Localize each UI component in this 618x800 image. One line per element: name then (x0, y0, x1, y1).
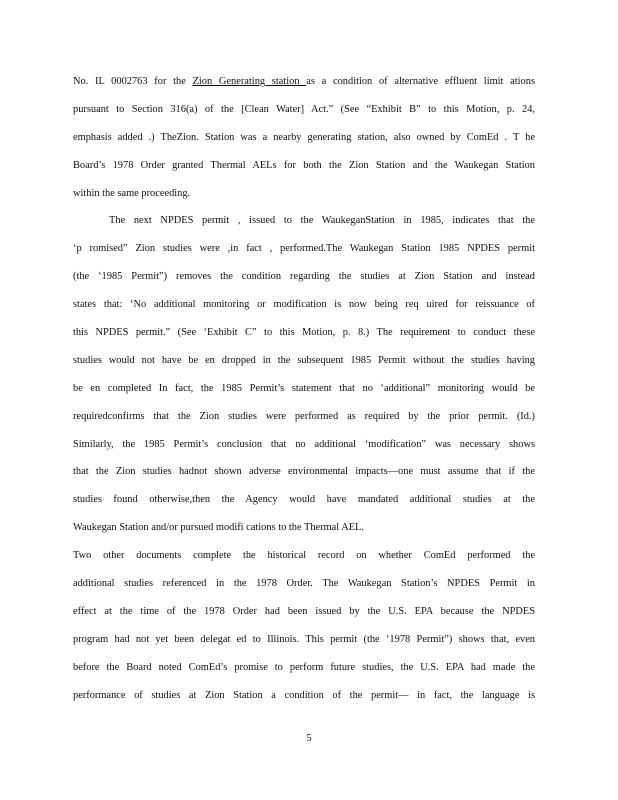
text-line-13: requiredconfirms that the Zion studies were performed as required by the prior permit. (Id.) (73, 410, 535, 422)
text-line-16: studies found otherwise,then the Agency would have mandated additional studies at the (73, 494, 535, 506)
text-line-4: Board’s 1978 Order granted Thermal AELs for both the Zion Station and the Waukegan Station (73, 159, 535, 171)
text-line-18: Two other documents complete the historical record on whether ComEd performed the (73, 550, 535, 562)
text-line-1 (73, 68, 535, 96)
text-line-21: program had not yet been delegat ed to Illinois. This permit (the ‘1978 Permit”) shows that, even (73, 633, 535, 645)
text-line-5: within the same proceeding. (73, 187, 191, 199)
underlined-phrase: Zion Generating station (192, 76, 307, 87)
text-line-22: before the Board noted ComEd’s promise to perform future studies, the U.S. EPA had made the (73, 661, 535, 673)
text-line-7: ‘p romised” Zion studies were ,in fact , performed.The Waukegan Station 1985 NPDES permit (73, 243, 535, 255)
text-line-19: additional studies referenced in the 1978 Order. The Waukegan Station’s NPDES Permit in (73, 578, 535, 590)
text-line-15: that the Zion studies hadnot shown adverse environmental impacts—one must assume that if the (73, 466, 535, 478)
text-line-20: effect at the time of the 1978 Order had been issued by the U.S. EPA because the NPDES (73, 605, 535, 617)
body-text (73, 68, 535, 709)
text-line-17: Waukegan Station and/or pursued modifi cations to the Thermal AEL. (73, 522, 364, 534)
text-line-8: (the ‘1985 Permit”) removes the condition regarding the studies at Zion Station and instead (73, 271, 535, 283)
text-line-6: The next NPDES permit , issued to the WaukeganStation in 1985, indicates that the (109, 215, 535, 227)
text-segment: No. IL 0002763 for the (73, 76, 193, 87)
text-line-3: emphasis added .) TheZion. Station was a nearby generating station, also owned by ComEd . T he (73, 131, 535, 143)
text-line-23: performance of studies at Zion Station a condition of the permit— in fact, the language is (73, 689, 535, 701)
text-line-10: this NPDES permit.” (See ‘Exhibit C” to this Motion, p. 8.) The requirement to conduct these (73, 327, 535, 339)
text-line-2: pursuant to Section 316(a) of the [Clean Water] Act.” (See “Exhibit B” to this Motion, p. 24, (73, 103, 535, 115)
text-line-9: states that: ‘No additional monitoring or modification is now being req uired for reissuance of (73, 299, 535, 311)
text-segment: as a condition of alternative effluent limit ations (306, 76, 535, 87)
text-line-12: be en completed In fact, the 1985 Permit’s statement that no ‘additional” monitoring would be (73, 382, 535, 394)
page-number: 5 (306, 733, 312, 744)
text-line-11: studies would not have be en dropped in the subsequent 1985 Permit without the studies having (73, 354, 535, 366)
text-line-14: Similarly, the 1985 Permit’s conclusion that no additional ‘modification” was necessary shows (73, 438, 535, 450)
